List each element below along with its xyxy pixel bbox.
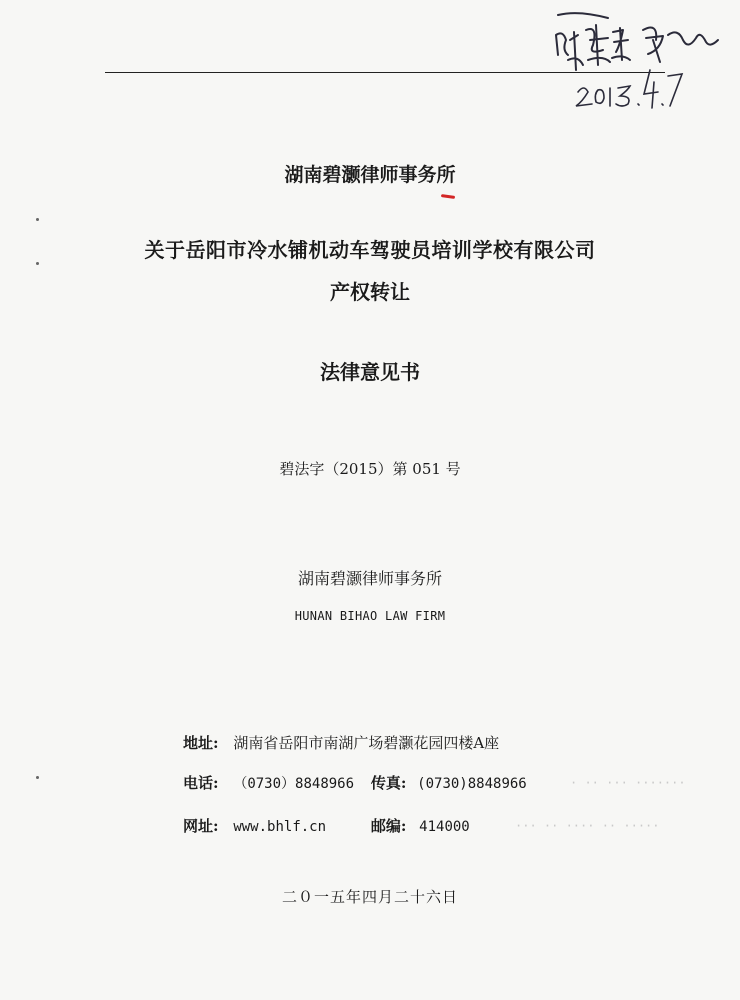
title-line-3: 法律意见书: [320, 360, 420, 384]
firm-name-en: HUNAN BIHAO LAW FIRM: [294, 609, 446, 623]
phone-value: （0730）8848966: [233, 776, 355, 792]
postcode-value: 414000: [419, 819, 470, 835]
title-line-2: 产权转让: [330, 280, 410, 304]
website-label: 网址:: [183, 817, 219, 835]
scan-speck: [36, 776, 39, 779]
fax-label: 传真:: [370, 774, 407, 792]
firm-name-cn: 湖南碧灏律师事务所: [297, 569, 442, 588]
document-date: 二０一五年四月二十六日: [281, 888, 458, 906]
address-row: [183, 732, 499, 753]
fax-value: (0730)8848966: [417, 776, 527, 792]
web-post-row: [183, 815, 470, 836]
phone-label: 电话:: [183, 774, 219, 792]
title-line-1: 关于岳阳市冷水铺机动车驾驶员培训学校有限公司: [144, 238, 596, 262]
scan-speck: [36, 218, 39, 221]
address-label: 地址:: [183, 734, 219, 752]
handwritten-signature: [548, 10, 738, 120]
red-ink-mark: [441, 194, 455, 199]
faded-scan-text: ··· ·· ···· ·· ·····: [515, 819, 660, 833]
firm-heading: 湖南碧灏律师事务所: [284, 164, 456, 186]
phone-fax-row: [183, 772, 527, 793]
address-value: 湖南省岳阳市南湖广场碧灏花园四楼A座: [233, 734, 500, 752]
document-number: 碧法字（2015）第 051 号: [279, 460, 461, 478]
postcode-label: 邮编:: [370, 817, 407, 835]
website-value: www.bhlf.cn: [233, 819, 327, 835]
faded-scan-text: · ·· ··· ·······: [570, 776, 686, 790]
